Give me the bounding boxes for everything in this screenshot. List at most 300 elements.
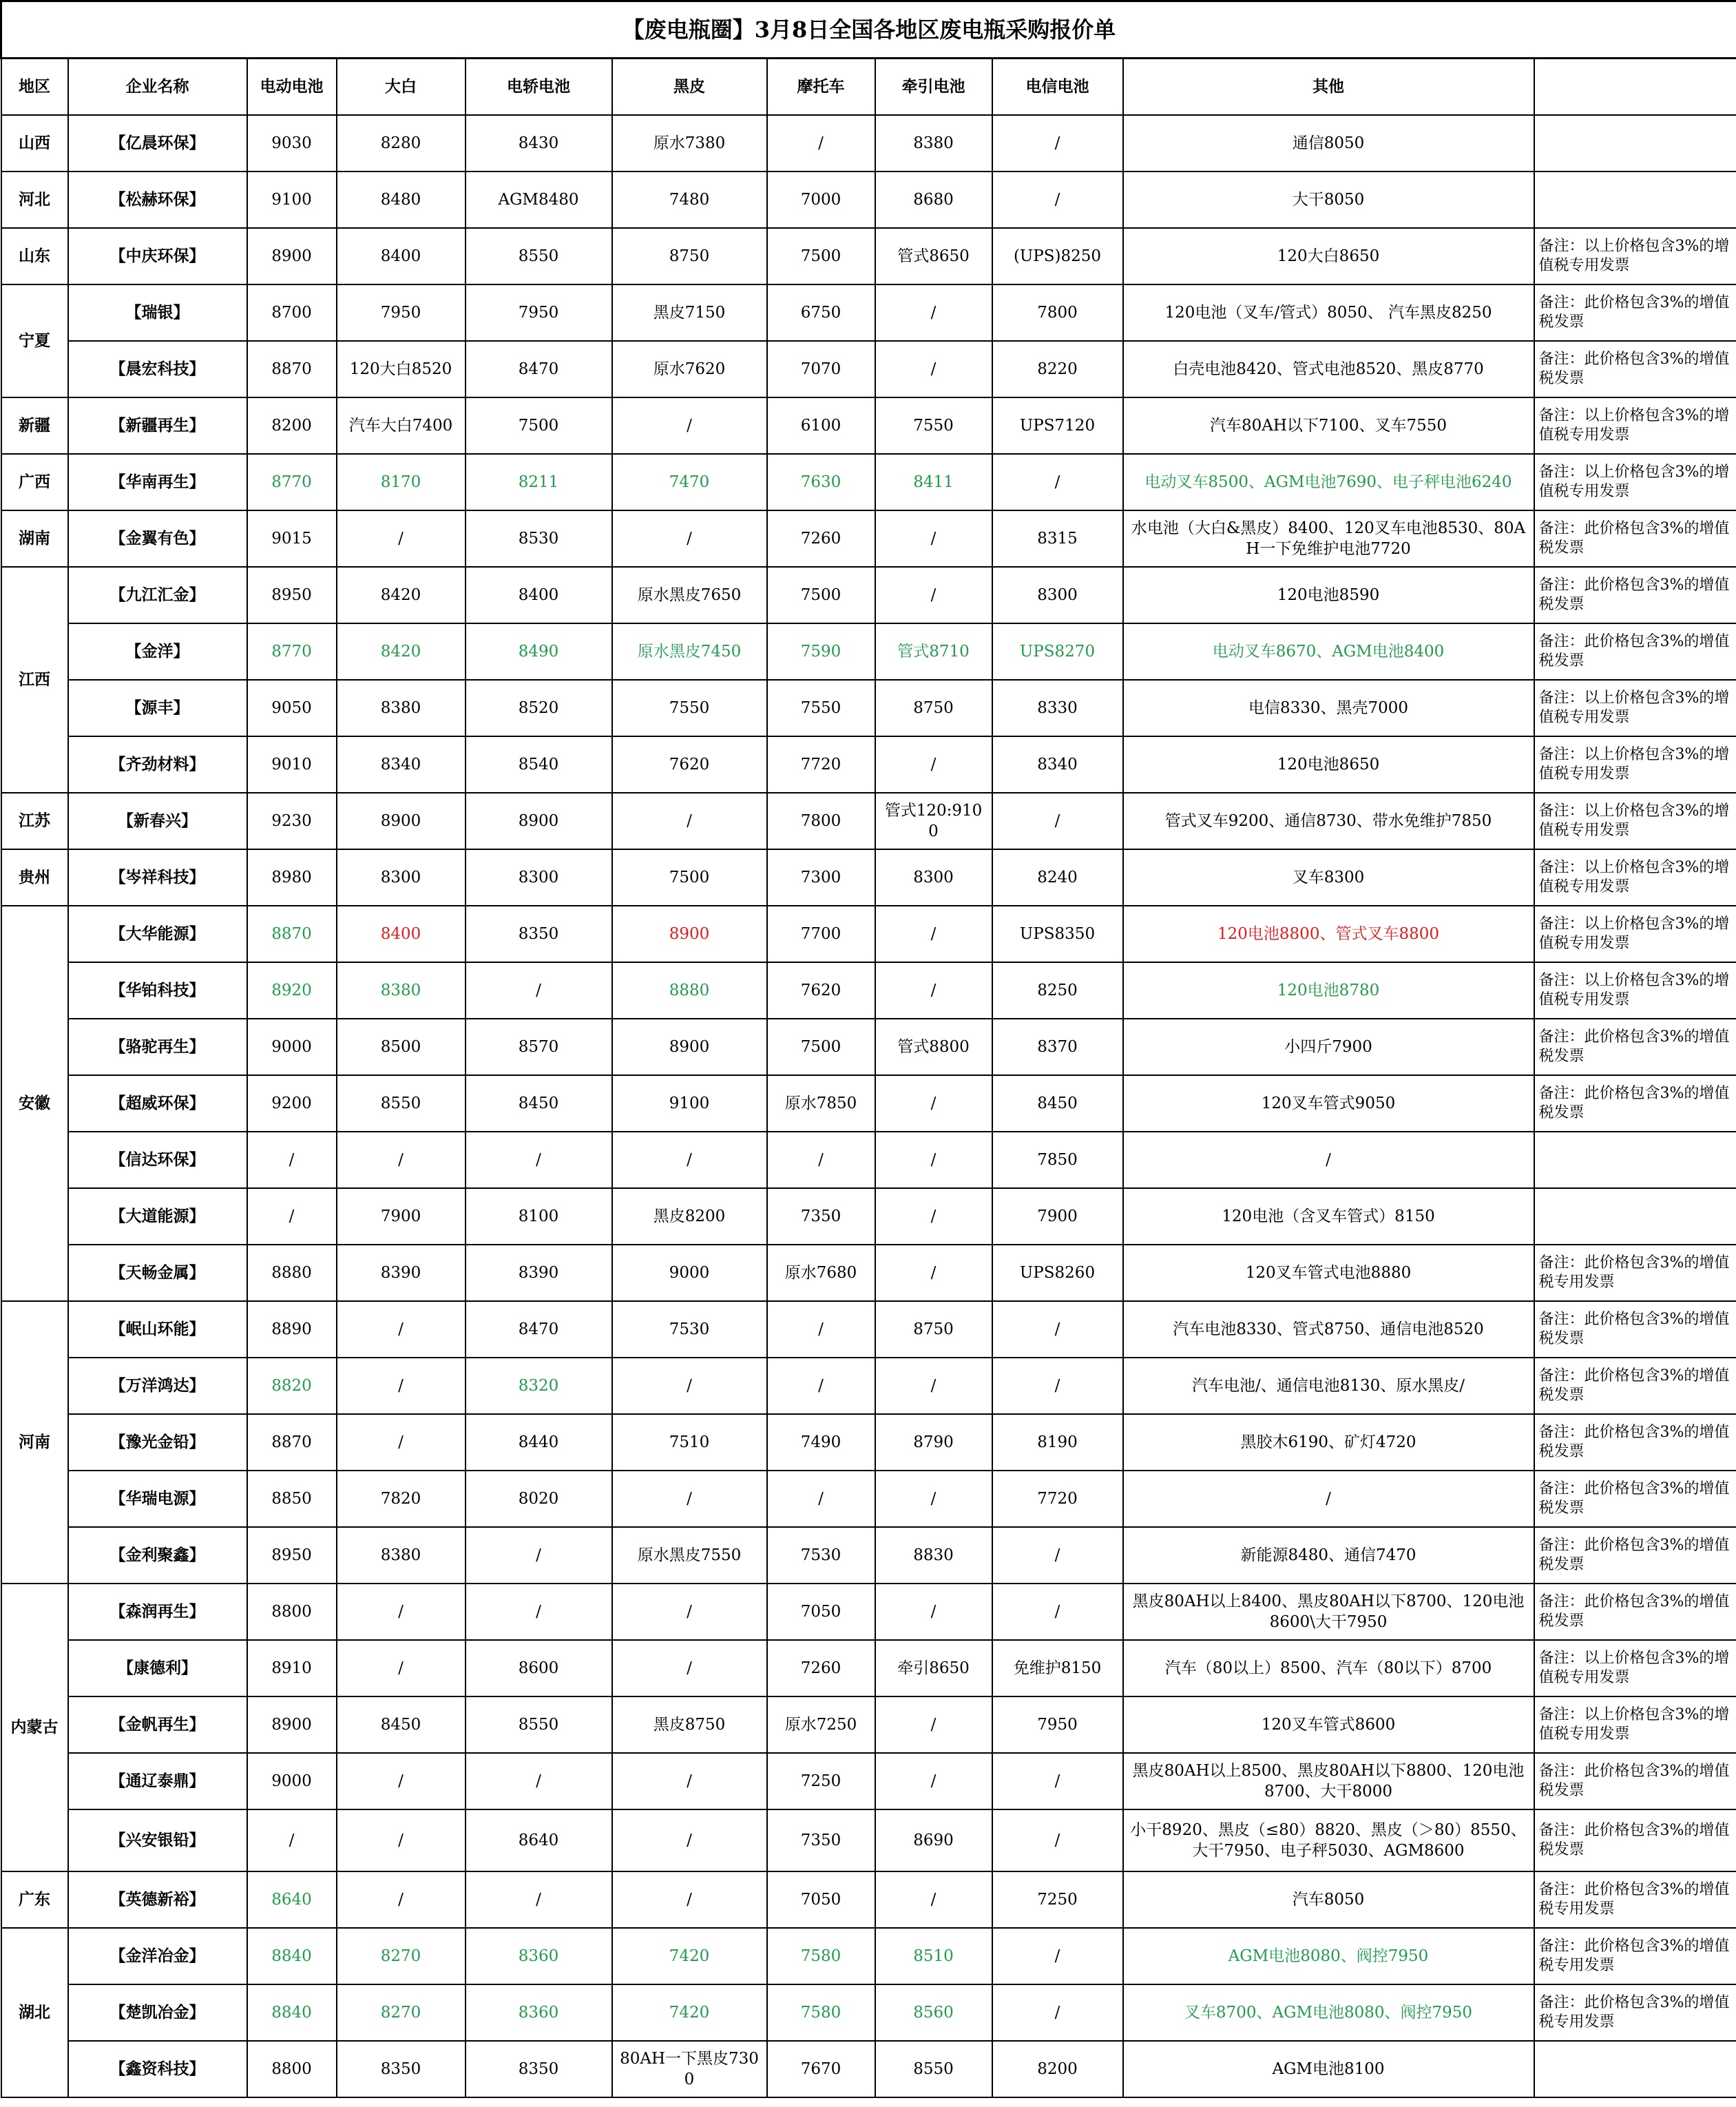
price-cell-car-battery: 8211 (466, 454, 612, 510)
price-cell-electric: 8870 (247, 341, 337, 397)
price-cell-heipi: 黑皮7150 (612, 284, 767, 341)
note-cell: 备注：此价格包含3%的增值税专用发票 (1534, 1984, 1736, 2041)
price-cell-electric: / (247, 1132, 337, 1188)
company-cell: 【齐劲材料】 (68, 736, 247, 793)
header-region: 地区 (1, 59, 68, 116)
note-cell: 备注：此价格包含3%的增值税发票 (1534, 510, 1736, 567)
price-cell-dabai: 8340 (337, 736, 466, 793)
price-cell-telecom: 7250 (992, 1871, 1123, 1928)
company-cell: 【晨宏科技】 (68, 341, 247, 397)
company-cell: 【金洋】 (68, 623, 247, 680)
note-cell: 备注：此价格包含3%的增值税发票 (1534, 1471, 1736, 1527)
price-cell-motorcycle: 7070 (767, 341, 875, 397)
price-cell-traction: 8300 (875, 849, 992, 906)
price-cell-traction: 8550 (875, 2041, 992, 2097)
note-cell (1534, 2041, 1736, 2097)
table-row (1, 2041, 1736, 2097)
company-cell: 【九江汇金】 (68, 567, 247, 623)
company-cell: 【大华能源】 (68, 906, 247, 962)
region-cell: 江西 (1, 567, 68, 793)
price-cell-other: 电信8330、黑壳7000 (1123, 680, 1534, 736)
price-cell-traction: 8411 (875, 454, 992, 510)
company-cell: 【鑫资科技】 (68, 2041, 247, 2097)
note-cell: 备注：此价格包含3%的增值税发票 (1534, 567, 1736, 623)
price-cell-telecom: UPS8260 (992, 1245, 1123, 1301)
price-cell-traction: 8830 (875, 1527, 992, 1584)
price-cell-other: 120电池（含叉车管式）8150 (1123, 1188, 1534, 1245)
header-row (1, 59, 1736, 116)
price-cell-dabai: 8450 (337, 1696, 466, 1753)
price-cell-other: 黑胶木6190、矿灯4720 (1123, 1414, 1534, 1471)
price-cell-motorcycle: / (767, 1301, 875, 1358)
price-cell-dabai: 8270 (337, 1984, 466, 2041)
header-dabai: 大白 (337, 59, 466, 116)
price-cell-telecom: 8450 (992, 1075, 1123, 1132)
price-cell-heipi: 黑皮8750 (612, 1696, 767, 1753)
price-cell-electric: 8950 (247, 1527, 337, 1584)
price-cell-electric: 9100 (247, 172, 337, 228)
price-cell-motorcycle: 7630 (767, 454, 875, 510)
price-cell-motorcycle: 7250 (767, 1753, 875, 1809)
price-cell-electric: 8980 (247, 849, 337, 906)
price-cell-dabai: / (337, 1584, 466, 1640)
title-row (1, 1, 1736, 59)
note-cell: 备注：此价格包含3%的增值税发票 (1534, 341, 1736, 397)
price-cell-telecom: 8370 (992, 1019, 1123, 1075)
price-cell-dabai: / (337, 1301, 466, 1358)
price-cell-heipi: / (612, 1640, 767, 1696)
company-cell: 【岷山环能】 (68, 1301, 247, 1358)
company-cell: 【天畅金属】 (68, 1245, 247, 1301)
company-cell: 【源丰】 (68, 680, 247, 736)
note-cell: 备注：此价格包含3%的增值税专用发票 (1534, 1928, 1736, 1984)
price-cell-other: 大干8050 (1123, 172, 1534, 228)
price-cell-motorcycle: 7720 (767, 736, 875, 793)
table-row (1, 1527, 1736, 1584)
price-cell-dabai: / (337, 1871, 466, 1928)
price-cell-car-battery: 8900 (466, 793, 612, 849)
price-cell-dabai: 8170 (337, 454, 466, 510)
price-cell-telecom: 7900 (992, 1188, 1123, 1245)
price-cell-electric: 8800 (247, 1584, 337, 1640)
price-cell-car-battery: / (466, 1527, 612, 1584)
note-cell (1534, 1132, 1736, 1188)
price-cell-car-battery: 8640 (466, 1809, 612, 1871)
table-row (1, 1245, 1736, 1301)
price-cell-traction: / (875, 1753, 992, 1809)
price-cell-motorcycle: 7300 (767, 849, 875, 906)
price-cell-heipi: / (612, 1132, 767, 1188)
price-cell-telecom: 7720 (992, 1471, 1123, 1527)
price-cell-other: 白壳电池8420、管式电池8520、黑皮8770 (1123, 341, 1534, 397)
price-cell-telecom: 7950 (992, 1696, 1123, 1753)
company-cell: 【瑞银】 (68, 284, 247, 341)
price-cell-traction: / (875, 736, 992, 793)
price-cell-dabai: 8300 (337, 849, 466, 906)
note-cell: 备注：此价格包含3%的增值税发票 (1534, 623, 1736, 680)
price-cell-heipi: 原水黑皮7650 (612, 567, 767, 623)
price-cell-motorcycle: 7670 (767, 2041, 875, 2097)
header-heipi: 黑皮 (612, 59, 767, 116)
table-row (1, 1928, 1736, 1984)
price-cell-telecom: / (992, 1928, 1123, 1984)
region-cell: 河北 (1, 172, 68, 228)
note-cell: 备注：此价格包含3%的增值税发票 (1534, 1809, 1736, 1871)
note-cell: 备注：以上价格包含3%的增值税专用发票 (1534, 793, 1736, 849)
price-cell-traction: 8750 (875, 680, 992, 736)
note-cell (1534, 115, 1736, 172)
price-cell-traction: / (875, 906, 992, 962)
price-cell-telecom: / (992, 454, 1123, 510)
price-cell-motorcycle: / (767, 1132, 875, 1188)
price-cell-motorcycle: 7580 (767, 1984, 875, 2041)
price-cell-dabai: / (337, 1753, 466, 1809)
price-cell-dabai: / (337, 1358, 466, 1414)
price-cell-motorcycle: 7550 (767, 680, 875, 736)
price-cell-telecom: 8220 (992, 341, 1123, 397)
price-cell-car-battery: 8020 (466, 1471, 612, 1527)
price-cell-traction: 8690 (875, 1809, 992, 1871)
note-cell: 备注：以上价格包含3%的增值税专用发票 (1534, 454, 1736, 510)
price-cell-telecom: (UPS)8250 (992, 228, 1123, 284)
price-cell-electric: 8850 (247, 1471, 337, 1527)
header-company: 企业名称 (68, 59, 247, 116)
header-motorcycle: 摩托车 (767, 59, 875, 116)
region-cell: 山东 (1, 228, 68, 284)
price-cell-car-battery: / (466, 1132, 612, 1188)
price-cell-telecom: / (992, 1584, 1123, 1640)
price-cell-heipi: 8750 (612, 228, 767, 284)
note-cell: 备注：以上价格包含3%的增值税专用发票 (1534, 906, 1736, 962)
price-cell-car-battery: 8350 (466, 906, 612, 962)
price-cell-car-battery: 8600 (466, 1640, 612, 1696)
company-cell: 【岑祥科技】 (68, 849, 247, 906)
region-cell: 广东 (1, 1871, 68, 1928)
table-row (1, 1984, 1736, 2041)
company-cell: 【新疆再生】 (68, 397, 247, 454)
price-cell-heipi: 7510 (612, 1414, 767, 1471)
header-electric: 电动电池 (247, 59, 337, 116)
region-cell: 山西 (1, 115, 68, 172)
header-note (1534, 59, 1736, 116)
price-cell-other: 水电池（大白&黑皮）8400、120叉车电池8530、80AH一下免维护电池7720 (1123, 510, 1534, 567)
price-cell-electric: 8840 (247, 1928, 337, 1984)
table-row (1, 1188, 1736, 1245)
table-row (1, 962, 1736, 1019)
price-cell-heipi: 7420 (612, 1984, 767, 2041)
price-cell-electric: 8640 (247, 1871, 337, 1928)
company-cell: 【楚凯冶金】 (68, 1984, 247, 2041)
table-row (1, 736, 1736, 793)
table-row (1, 567, 1736, 623)
price-cell-traction: / (875, 1584, 992, 1640)
price-cell-telecom: 8250 (992, 962, 1123, 1019)
header-other: 其他 (1123, 59, 1534, 116)
price-cell-heipi: 原水7620 (612, 341, 767, 397)
region-cell: 江苏 (1, 793, 68, 849)
header-car-battery: 电轿电池 (466, 59, 612, 116)
price-cell-other: AGM电池8080、阀控7950 (1123, 1928, 1534, 1984)
price-cell-traction: 8510 (875, 1928, 992, 1984)
price-cell-heipi: 7470 (612, 454, 767, 510)
price-cell-telecom: 8330 (992, 680, 1123, 736)
company-cell: 【通辽泰鼎】 (68, 1753, 247, 1809)
price-cell-other: 新能源8480、通信7470 (1123, 1527, 1534, 1584)
price-cell-telecom: 7850 (992, 1132, 1123, 1188)
price-cell-telecom: / (992, 115, 1123, 172)
table-row (1, 510, 1736, 567)
price-cell-other: 120电池8590 (1123, 567, 1534, 623)
region-cell: 内蒙古 (1, 1584, 68, 1871)
price-cell-dabai: 8380 (337, 680, 466, 736)
price-cell-electric: 9010 (247, 736, 337, 793)
price-cell-motorcycle: / (767, 1358, 875, 1414)
company-cell: 【康德利】 (68, 1640, 247, 1696)
price-cell-motorcycle: / (767, 115, 875, 172)
company-cell: 【金利聚鑫】 (68, 1527, 247, 1584)
price-cell-car-battery: / (466, 1871, 612, 1928)
table-row (1, 172, 1736, 228)
price-cell-telecom: 8240 (992, 849, 1123, 906)
price-cell-car-battery: 8470 (466, 1301, 612, 1358)
price-cell-electric: 8890 (247, 1301, 337, 1358)
price-cell-dabai: / (337, 510, 466, 567)
price-cell-electric: 8880 (247, 1245, 337, 1301)
note-cell (1534, 1188, 1736, 1245)
price-cell-car-battery: 7500 (466, 397, 612, 454)
price-cell-dabai: 8480 (337, 172, 466, 228)
note-cell: 备注：以上价格包含3%的增值税专用发票 (1534, 680, 1736, 736)
price-cell-electric: 8820 (247, 1358, 337, 1414)
price-cell-telecom: UPS8270 (992, 623, 1123, 680)
price-cell-heipi: 黑皮8200 (612, 1188, 767, 1245)
price-cell-telecom: 8315 (992, 510, 1123, 567)
price-cell-traction: / (875, 567, 992, 623)
price-cell-dabai: 8420 (337, 567, 466, 623)
sheet-title: 【废电瓶圈】3月8日全国各地区废电瓶采购报价单 (1, 1, 1736, 59)
note-cell: 备注：此价格包含3%的增值税发票 (1534, 1301, 1736, 1358)
price-cell-car-battery: 8360 (466, 1984, 612, 2041)
note-cell: 备注：此价格包含3%的增值税发票 (1534, 1019, 1736, 1075)
price-cell-motorcycle: 7260 (767, 1640, 875, 1696)
note-cell: 备注：此价格包含3%的增值税专用发票 (1534, 1871, 1736, 1928)
price-cell-other: 120电池8650 (1123, 736, 1534, 793)
price-cell-car-battery: 8360 (466, 1928, 612, 1984)
note-cell: 备注：此价格包含3%的增值税专用发票 (1534, 1245, 1736, 1301)
price-cell-telecom: 8200 (992, 2041, 1123, 2097)
price-cell-telecom: 免维护8150 (992, 1640, 1123, 1696)
price-cell-telecom: / (992, 1301, 1123, 1358)
price-cell-electric: 8770 (247, 454, 337, 510)
price-cell-dabai: / (337, 1809, 466, 1871)
price-cell-dabai: 8420 (337, 623, 466, 680)
price-cell-traction: / (875, 1871, 992, 1928)
price-cell-motorcycle: 7050 (767, 1871, 875, 1928)
price-cell-car-battery: 8440 (466, 1414, 612, 1471)
note-cell: 备注：此价格包含3%的增值税发票 (1534, 1358, 1736, 1414)
note-cell: 备注：以上价格包含3%的增值税专用发票 (1534, 1640, 1736, 1696)
price-cell-car-battery: AGM8480 (466, 172, 612, 228)
price-cell-other: 电动叉车8670、AGM电池8400 (1123, 623, 1534, 680)
table-row (1, 284, 1736, 341)
price-cell-heipi: 原水黑皮7550 (612, 1527, 767, 1584)
table-row (1, 1019, 1736, 1075)
price-cell-other: / (1123, 1471, 1534, 1527)
price-cell-car-battery: 8550 (466, 1696, 612, 1753)
price-cell-other: 电动叉车8500、AGM电池7690、电子秤电池6240 (1123, 454, 1534, 510)
price-cell-traction: 8560 (875, 1984, 992, 2041)
price-cell-car-battery: 8470 (466, 341, 612, 397)
table-row (1, 1809, 1736, 1871)
price-cell-car-battery: 8350 (466, 2041, 612, 2097)
region-cell: 广西 (1, 454, 68, 510)
price-cell-electric: 8900 (247, 228, 337, 284)
price-cell-dabai: 汽车大白7400 (337, 397, 466, 454)
table-row (1, 1640, 1736, 1696)
company-cell: 【豫光金铅】 (68, 1414, 247, 1471)
company-cell: 【华瑞电源】 (68, 1471, 247, 1527)
price-cell-motorcycle: 7260 (767, 510, 875, 567)
price-cell-traction: 管式8800 (875, 1019, 992, 1075)
price-cell-traction: / (875, 1132, 992, 1188)
company-cell: 【金翼有色】 (68, 510, 247, 567)
company-cell: 【金洋冶金】 (68, 1928, 247, 1984)
note-cell: 备注：以上价格包含3%的增值税专用发票 (1534, 1696, 1736, 1753)
table-row (1, 1301, 1736, 1358)
price-cell-heipi: 80AH一下黑皮7300 (612, 2041, 767, 2097)
company-cell: 【新春兴】 (68, 793, 247, 849)
price-cell-electric: 9030 (247, 115, 337, 172)
note-cell (1534, 172, 1736, 228)
price-cell-car-battery: 8430 (466, 115, 612, 172)
price-cell-telecom: 7800 (992, 284, 1123, 341)
table-row (1, 397, 1736, 454)
price-cell-traction: / (875, 510, 992, 567)
price-cell-dabai: 7950 (337, 284, 466, 341)
price-cell-motorcycle: 6750 (767, 284, 875, 341)
price-cell-telecom: / (992, 793, 1123, 849)
table-row (1, 1753, 1736, 1809)
price-cell-traction: 管式8710 (875, 623, 992, 680)
price-cell-car-battery: 8570 (466, 1019, 612, 1075)
company-cell: 【英德新裕】 (68, 1871, 247, 1928)
company-cell: 【大道能源】 (68, 1188, 247, 1245)
price-cell-motorcycle: 7350 (767, 1809, 875, 1871)
price-cell-dabai: 8500 (337, 1019, 466, 1075)
region-cell: 新疆 (1, 397, 68, 454)
price-cell-other: 管式叉车9200、通信8730、带水免维护7850 (1123, 793, 1534, 849)
region-cell: 湖北 (1, 1928, 68, 2097)
price-cell-motorcycle: 原水7850 (767, 1075, 875, 1132)
price-cell-dabai: / (337, 1414, 466, 1471)
price-cell-car-battery: 8390 (466, 1245, 612, 1301)
note-cell: 备注：此价格包含3%的增值税发票 (1534, 284, 1736, 341)
region-cell: 河南 (1, 1301, 68, 1584)
price-cell-dabai: 120大白8520 (337, 341, 466, 397)
price-cell-heipi: 8900 (612, 1019, 767, 1075)
price-cell-electric: 8910 (247, 1640, 337, 1696)
price-cell-other: / (1123, 1132, 1534, 1188)
price-cell-electric: 9200 (247, 1075, 337, 1132)
price-cell-traction: 7550 (875, 397, 992, 454)
price-cell-other: 120电池8800、管式叉车8800 (1123, 906, 1534, 962)
price-cell-motorcycle: 7590 (767, 623, 875, 680)
company-cell: 【华南再生】 (68, 454, 247, 510)
company-cell: 【松赫环保】 (68, 172, 247, 228)
price-cell-heipi: 7530 (612, 1301, 767, 1358)
price-cell-traction: / (875, 341, 992, 397)
price-cell-electric: 8950 (247, 567, 337, 623)
price-cell-motorcycle: 7350 (767, 1188, 875, 1245)
price-cell-motorcycle: 7620 (767, 962, 875, 1019)
price-cell-electric: 8840 (247, 1984, 337, 2041)
price-cell-telecom: 8300 (992, 567, 1123, 623)
price-cell-other: 120大白8650 (1123, 228, 1534, 284)
price-cell-traction: 8790 (875, 1414, 992, 1471)
price-cell-heipi: 8900 (612, 906, 767, 962)
company-cell: 【超威环保】 (68, 1075, 247, 1132)
price-cell-other: AGM电池8100 (1123, 2041, 1534, 2097)
price-cell-telecom: / (992, 172, 1123, 228)
company-cell: 【骆驼再生】 (68, 1019, 247, 1075)
price-cell-other: 黑皮80AH以上8400、黑皮80AH以下8700、120电池8600\大干7950 (1123, 1584, 1534, 1640)
price-cell-car-battery: / (466, 1753, 612, 1809)
note-cell: 备注：以上价格包含3%的增值税专用发票 (1534, 962, 1736, 1019)
table-row (1, 849, 1736, 906)
price-cell-telecom: UPS7120 (992, 397, 1123, 454)
price-cell-heipi: / (612, 1809, 767, 1871)
price-cell-car-battery: 8400 (466, 567, 612, 623)
price-cell-traction: / (875, 1696, 992, 1753)
price-cell-electric: 8800 (247, 2041, 337, 2097)
price-cell-motorcycle: 7580 (767, 1928, 875, 1984)
table-row (1, 115, 1736, 172)
price-cell-electric: 8200 (247, 397, 337, 454)
price-cell-heipi: 7480 (612, 172, 767, 228)
price-cell-heipi: / (612, 1471, 767, 1527)
price-cell-other: 小四斤7900 (1123, 1019, 1534, 1075)
note-cell: 备注：此价格包含3%的增值税发票 (1534, 1527, 1736, 1584)
price-cell-heipi: 7550 (612, 680, 767, 736)
price-cell-electric: 9050 (247, 680, 337, 736)
price-cell-heipi: / (612, 397, 767, 454)
price-cell-heipi: 8880 (612, 962, 767, 1019)
company-cell: 【中庆环保】 (68, 228, 247, 284)
price-cell-dabai: 8390 (337, 1245, 466, 1301)
price-cell-telecom: UPS8350 (992, 906, 1123, 962)
table-row (1, 341, 1736, 397)
price-cell-other: 叉车8300 (1123, 849, 1534, 906)
price-cell-electric: 8700 (247, 284, 337, 341)
price-cell-heipi: / (612, 1358, 767, 1414)
price-cell-telecom: 8190 (992, 1414, 1123, 1471)
note-cell: 备注：以上价格包含3%的增值税专用发票 (1534, 849, 1736, 906)
price-cell-traction: 牵引8650 (875, 1640, 992, 1696)
price-cell-electric: 8870 (247, 906, 337, 962)
price-cell-traction: / (875, 284, 992, 341)
table-row (1, 1358, 1736, 1414)
price-cell-traction: 8680 (875, 172, 992, 228)
table-row (1, 1584, 1736, 1640)
price-cell-traction: / (875, 1358, 992, 1414)
table-row (1, 228, 1736, 284)
price-cell-traction: 8750 (875, 1301, 992, 1358)
price-cell-dabai: 8550 (337, 1075, 466, 1132)
price-cell-car-battery: 8530 (466, 510, 612, 567)
company-cell: 【信达环保】 (68, 1132, 247, 1188)
price-cell-dabai: 8400 (337, 228, 466, 284)
price-cell-motorcycle: 7800 (767, 793, 875, 849)
